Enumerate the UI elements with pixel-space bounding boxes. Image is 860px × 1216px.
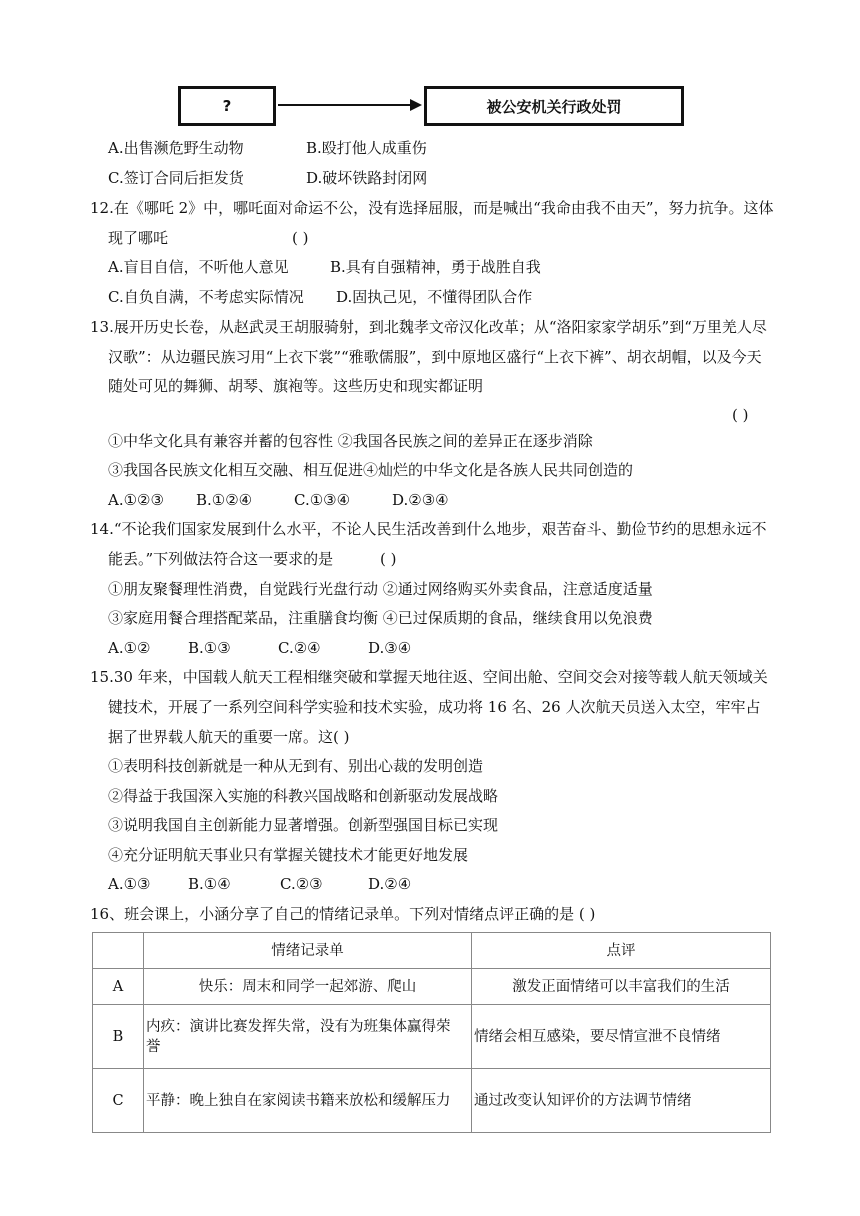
flow-left-text: ? <box>222 97 232 115</box>
q12-answer-bracket: ( ) <box>292 229 309 247</box>
q13-option-d: D.②③④ <box>392 491 449 509</box>
q11-option-d: D.破坏铁路封闭网 <box>306 169 428 187</box>
table-header-row <box>93 933 771 969</box>
q14-stem-line1: 14.“不论我们国家发展到什么水平，不论人民生活改善到什么地步，艰苦奋斗、勤俭节约的思想永远不 <box>90 520 767 538</box>
row-label: B <box>93 1005 144 1069</box>
q15-option-d: D.②④ <box>368 875 412 893</box>
q15-stem-line2: 键技术，开展了一系列空间科学实验和技术实验，成功将 16 名、26 人次航天员送入太空，牢牢占 <box>108 698 761 716</box>
emotion-record-table <box>92 932 771 1133</box>
q14-items-line1: ①朋友聚餐理性消费，自觉践行光盘行动 ②通过网络购买外卖食品，注意适度适量 <box>108 580 653 598</box>
q15-option-a: A.①③ <box>108 875 151 893</box>
flow-right-text: 被公安机关行政处罚 <box>486 97 622 116</box>
q16-stem: 16、班会课上，小涵分享了自己的情绪记录单。下列对情绪点评正确的是 ( ) <box>90 905 596 923</box>
q13-stem-line1: 13.展开历史长卷，从赵武灵王胡服骑射，到北魏孝文帝汉化改革；从“洛阳家家学胡乐”到“万里羌人尽 <box>90 318 767 336</box>
table-header-cell: 点评 <box>472 933 771 969</box>
row-record: 平静：晚上独自在家阅读书籍来放松和缓解压力 <box>144 1069 472 1133</box>
q15-option-b: B.①④ <box>188 875 231 893</box>
q14-option-b: B.①③ <box>188 639 231 657</box>
q12-option-d: D.固执己见，不懂得团队合作 <box>336 288 533 306</box>
q13-option-c: C.①③④ <box>294 491 351 509</box>
q15-item-2: ②得益于我国深入实施的科教兴国战略和创新驱动发展战略 <box>108 787 499 805</box>
flow-left-box <box>178 86 276 126</box>
row-comment: 通过改变认知评价的方法调节情绪 <box>472 1069 771 1133</box>
q15-stem-line1: 15.30 年来，中国载人航天工程相继突破和掌握天地往返、空间出舱、空间交会对接等载人航天领域关 <box>90 668 768 686</box>
q13-answer-bracket: ( ) <box>732 406 749 424</box>
table-row <box>93 1069 771 1133</box>
q15-option-c: C.②③ <box>280 875 323 893</box>
q12-stem-line1: 12.在《哪吒 2》中，哪吒面对命运不公，没有选择屈服，而是喊出“我命由我不由天”，努力抗争。这体 <box>90 199 774 217</box>
row-record-line2: 誉 <box>146 1038 161 1055</box>
q13-stem-line2: 汉歌”：从边疆民族习用“上衣下裳”“雅歌儒服”，到中原地区盛行“上衣下裤”、胡衣胡帽，以及今天 <box>108 348 762 366</box>
q13-stem-line3: 随处可见的舞狮、胡琴、旗袍等。这些历史和现实都证明 <box>108 377 484 395</box>
q13-option-a: A.①②③ <box>108 491 164 509</box>
q13-items-line2: ③我国各民族文化相互交融、相互促进④灿烂的中华文化是各族人民共同创造的 <box>108 461 634 479</box>
q14-answer-bracket: ( ) <box>380 550 397 568</box>
table-header-cell <box>93 933 144 969</box>
q12-option-a: A.盲目自信，不听他人意见 <box>108 258 289 276</box>
row-label: A <box>93 969 144 1005</box>
q15-item-4: ④充分证明航天事业只有掌握关键技术才能更好地发展 <box>108 846 469 864</box>
q15-stem-line3: 据了世界载人航天的重要一席。这( ) <box>108 728 350 746</box>
table-row <box>93 1005 771 1069</box>
row-label: C <box>93 1069 144 1133</box>
q15-item-3: ③说明我国自主创新能力显著增强。创新型强国目标已实现 <box>108 816 499 834</box>
table-header-cell: 情绪记录单 <box>144 933 472 969</box>
flow-right-box <box>424 86 684 126</box>
q12-option-c: C.自负自满，不考虑实际情况 <box>108 288 304 306</box>
q12-option-b: B.具有自强精神，勇于战胜自我 <box>330 258 541 276</box>
q13-option-b: B.①②④ <box>196 491 253 509</box>
row-comment: 情绪会相互感染，要尽情宣泄不良情绪 <box>472 1005 771 1069</box>
q14-option-c: C.②④ <box>278 639 321 657</box>
table-row <box>93 969 771 1005</box>
q11-option-c: C.签订合同后拒发货 <box>108 169 244 187</box>
q12-stem-line2: 现了哪吒 <box>108 229 169 247</box>
q14-items-line2: ③家庭用餐合理搭配菜品，注重膳食均衡 ④已过保质期的食品，继续食用以免浪费 <box>108 609 653 627</box>
row-comment: 激发正面情绪可以丰富我们的生活 <box>472 969 771 1005</box>
flow-arrow-head-icon <box>410 99 422 111</box>
row-record <box>144 1005 472 1069</box>
q13-items-line1: ①中华文化具有兼容并蓄的包容性 ②我国各民族之间的差异正在逐步消除 <box>108 432 593 450</box>
q14-option-a: A.①② <box>108 639 151 657</box>
q14-stem-line2: 能丢。”下列做法符合这一要求的是 <box>108 550 334 568</box>
q15-item-1: ①表明科技创新就是一种从无到有、别出心裁的发明创造 <box>108 757 484 775</box>
flow-arrow-line <box>278 104 412 106</box>
q11-option-a: A.出售濒危野生动物 <box>108 139 244 157</box>
q14-option-d: D.③④ <box>368 639 412 657</box>
row-record-line1: 内疚：演讲比赛发挥失常，没有为班集体赢得荣 <box>146 1018 451 1035</box>
q11-option-b: B.殴打他人成重伤 <box>306 139 427 157</box>
row-record: 快乐：周末和同学一起郊游、爬山 <box>144 969 472 1005</box>
